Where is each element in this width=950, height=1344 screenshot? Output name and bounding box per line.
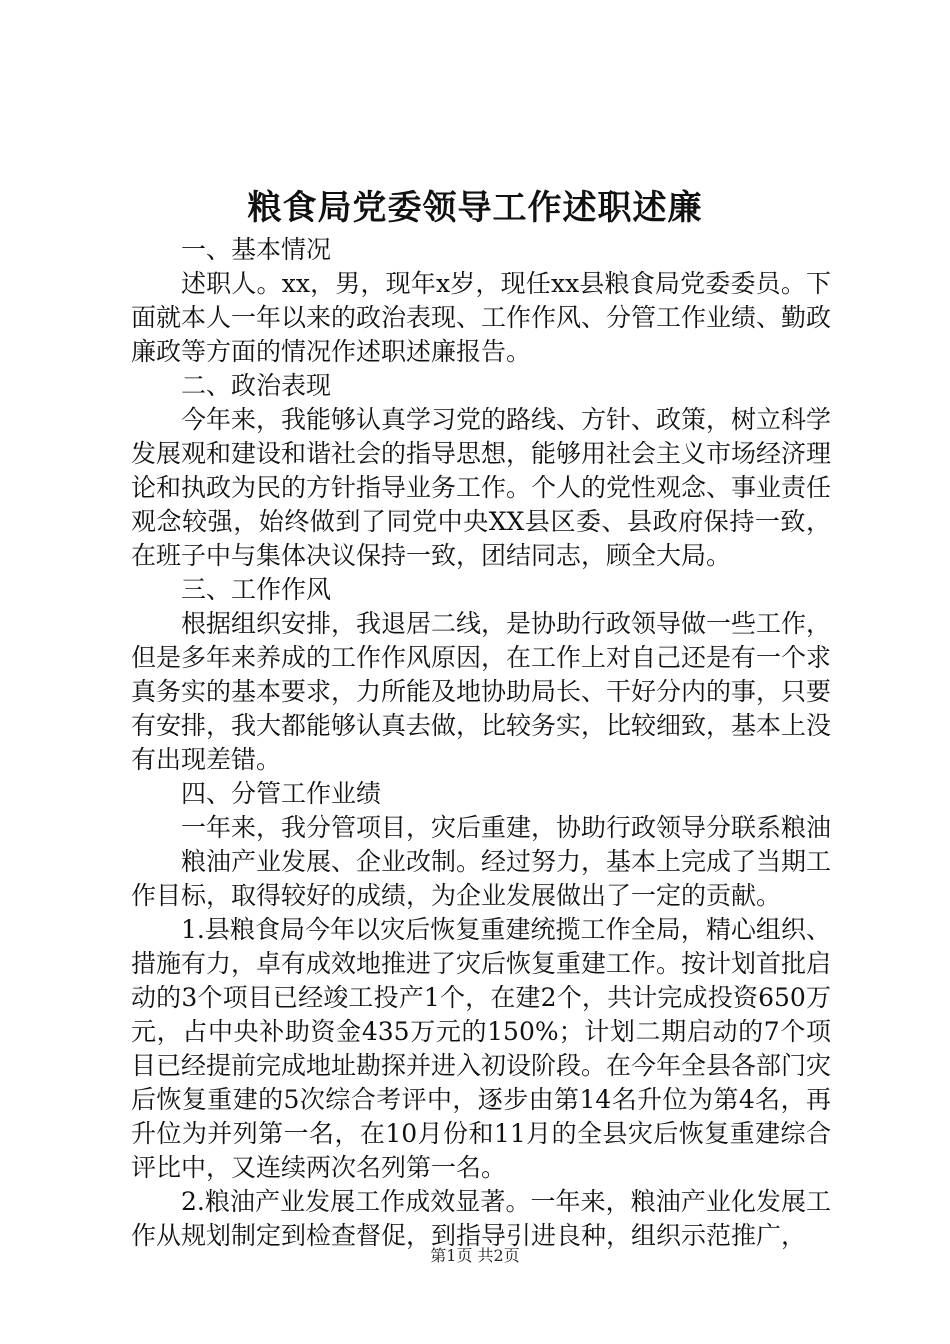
paragraph: 根据组织安排，我退居二线，是协助行政领导做一些工作，但是多年来养成的工作作风原因，在工作上对自己还是有一个求真务实的基本要求，力所能及地协助局长、干好分内的事，只要有安排，我大都能够认真去做，比较务实，比较细致，基本上没有出现差错。 xyxy=(131,609,832,774)
section-heading-political: 二、政治表现 xyxy=(181,371,332,400)
paragraph: 2.粮油产业发展工作成效显著。一年来，粮油产业化发展工作从规划制定到检查督促，到指导引进良种，组织示范推广， xyxy=(131,1187,831,1250)
paragraph: 粮油产业发展、企业改制。经过努力，基本上完成了当期工作目标，取得较好的成绩，为企业发展做出了一定的贡献。 xyxy=(131,847,832,910)
paragraph: 1.县粮食局今年以灾后恢复重建统揽工作全局，精心组织、措施有力，卓有成效地推进了灾后恢复重建工作。按计划首批启动的3个项目已经竣工投产1个，在建2个，共计完成投资650万元，占中央补助资金435万元的150%；计划二期启动的7个项目已经提前完成地址勘探并进入初设阶段。在今年全县各部门灾后恢复重建的5次综合考评中，逐步由第14名升位为第4名，再升位为并列第一名，在10月份和11月的全县灾后恢复重建综合评比中，又连续两次名列第一名。 xyxy=(131,915,832,1182)
paragraph: 述职人。xx，男，现年x岁，现任xx县粮食局党委委员。下面就本人一年以来的政治表现、工作作风、分管工作业绩、勤政廉政等方面的情况作述职述廉报告。 xyxy=(131,269,832,366)
document-body xyxy=(131,233,831,1253)
paragraph: 今年来，我能够认真学习党的路线、方针、政策，树立科学发展观和建设和谐社会的指导思想，能够用社会主义市场经济理论和执政为民的方针指导业务工作。个人的党性观念、事业责任观念较强，始终做到了同党中央XX县区委、县政府保持一致，在班子中与集体决议保持一致，团结同志，顾全大局。 xyxy=(131,405,832,570)
document-title: 粮食局党委领导工作述职述廉 xyxy=(247,188,703,228)
section-heading-work-style: 三、工作作风 xyxy=(181,575,332,604)
paragraph: 一年来，我分管项目，灾后重建，协助行政领导分联系粮油 xyxy=(181,813,832,842)
section-heading-basic-info: 一、基本情况 xyxy=(181,235,332,264)
section-heading-achievements: 四、分管工作业绩 xyxy=(181,779,382,808)
page-footer: 第1页 共2页 xyxy=(430,1246,520,1265)
